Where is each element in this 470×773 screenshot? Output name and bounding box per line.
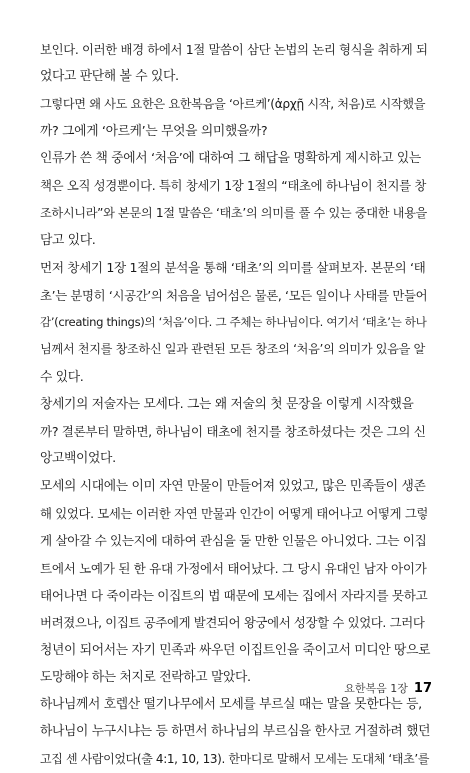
text-line: 태어나면 다 죽이라는 이집트의 법 때문에 모세는 집에서 자라지를 못하고 xyxy=(40,587,428,603)
paragraph-7 xyxy=(40,691,430,773)
paragraph-5 xyxy=(40,391,430,473)
paragraph-4 xyxy=(40,254,430,390)
text-line: 보인다. 이러한 배경 하에서 1절 말씀이 삼단 논법의 논리 형식을 취하게 되 xyxy=(40,42,428,57)
text-line: 하나님께서 호렙산 떨기나무에서 모세를 부르실 때는 말을 못한다는 등, xyxy=(40,697,422,713)
page-body xyxy=(40,36,430,773)
text-line: 조하시니라”와 본문의 1절 말씀은 ‘태초’의 의미를 풀 수 있는 중대한 내용을 xyxy=(40,205,427,220)
paragraph-2 xyxy=(40,91,430,146)
text-line: 었다고 판단해 볼 수 있다. xyxy=(40,69,179,85)
text-line: 창세기의 저술자는 모세다. 그는 왜 저술의 첫 문장을 이렇게 시작했을 xyxy=(40,396,414,412)
running-chapter-title: 요한복음 1장 xyxy=(344,682,408,695)
text-line: 해 있었다. 모세는 이러한 자연 만물과 인간이 어떻게 태어나고 어떻게 그렇 xyxy=(40,506,429,522)
text-line: 게 살아갈 수 있는지에 대하여 관심을 둘 만한 인물은 아니었다. 그는 이집 xyxy=(40,533,427,549)
page-number: 17 xyxy=(413,681,432,696)
text-line: 앙고백이었다. xyxy=(40,451,116,467)
text-line: 모세의 시대에는 이미 자연 만물이 만들어져 있었고, 많은 민족들이 생존 xyxy=(40,478,426,494)
text-line: 하나님이 누구시냐는 등 하면서 하나님의 부르심을 한사코 거절하려 했던 xyxy=(40,724,431,740)
text-line: 트에서 노예가 된 한 유대 가정에서 태어났다. 그 당시 유대인 남자 아이가 xyxy=(40,560,427,576)
text-line: 먼저 창세기 1장 1절의 분석을 통해 ‘태초’의 의미를 살펴보자. 본문의 ‘태 xyxy=(40,260,426,276)
text-line: 도망해야 하는 처지로 전락하고 말았다. xyxy=(40,669,251,685)
text-line: 초’는 분명히 ‘시공간’의 처음을 넘어섬은 물론, ‘모든 일이나 사태를 만들어 xyxy=(40,287,428,303)
text-line: 까? 결론부터 말하면, 하나님이 태초에 천지를 창조하셨다는 것은 그의 신 xyxy=(40,424,426,440)
text-line: 수 있다. xyxy=(40,369,84,385)
paragraph-3 xyxy=(40,145,430,254)
text-line: 청년이 되어서는 자기 민족과 싸우던 이집트인을 죽이고서 미디안 땅으로 xyxy=(40,642,431,658)
text-line: 책은 오직 성경뿐이다. 특히 창세기 1장 1절의 “태초에 하나님이 천지를 창 xyxy=(40,178,426,194)
text-line: 까? 그에게 ‘아르케’는 무엇을 의미했을까? xyxy=(40,123,268,139)
text-line: 님께서 천지를 창조하신 일과 관련된 모든 창조의 ‘처음’의 의미가 있음을 알 xyxy=(40,342,425,357)
text-line: 그렇다면 왜 사도 요한은 요한복음을 ‘아르케’(ἀρχῇ 시작, 처음)로 시작했을 xyxy=(40,96,426,111)
text-line: 버려졌으나, 이집트 공주에게 발견되어 왕궁에서 성장할 수 있었다. 그러다 xyxy=(40,615,425,631)
text-line: 고집 센 사람이었다(출 4:1, 10, 13). 한마디로 말해서 모세는 도대체 ‘태초’를 xyxy=(40,751,430,766)
page-footer xyxy=(344,680,432,696)
text-line: 감’(creating things)의 ‘처음’이다. 그 주체는 하나님이다. 여기서 ‘태초’는 하나 xyxy=(40,314,427,329)
text-line: 인류가 쓴 책 중에서 ‘처음’에 대하여 그 해답을 명확하게 제시하고 있는 xyxy=(40,151,421,167)
paragraph-6 xyxy=(40,473,430,691)
paragraph-1 xyxy=(40,36,430,91)
text-line: 담고 있다. xyxy=(40,233,96,249)
